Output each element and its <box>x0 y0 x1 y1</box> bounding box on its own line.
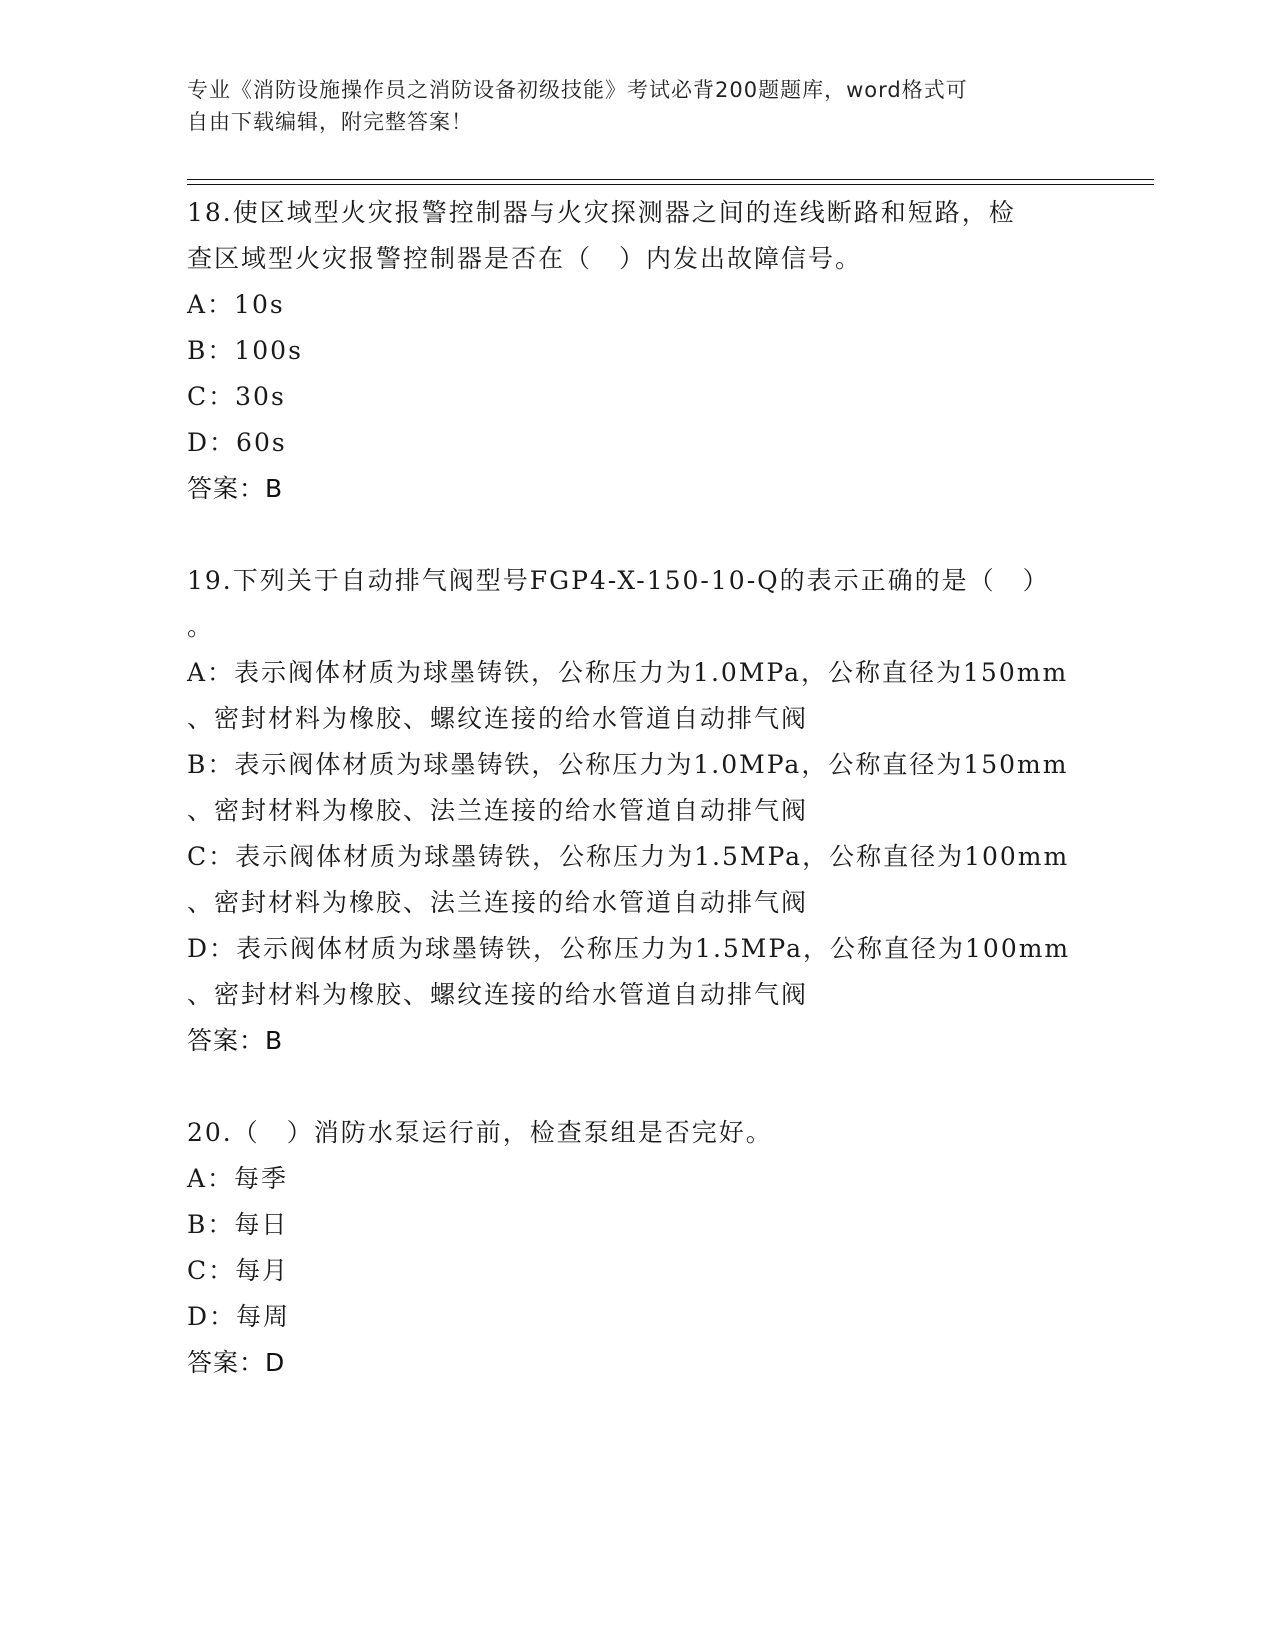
question-18 <box>187 190 1087 512</box>
spacer <box>187 512 1087 558</box>
document-header <box>187 74 1087 138</box>
header-rule-bottom <box>187 184 1154 185</box>
header-line-2: 自由下载编辑，附完整答案！ <box>187 110 473 134</box>
option-c: C：表示阀体材质为球墨铸铁，公称压力为1.5MPa，公称直径为100mm <box>187 842 1070 871</box>
option-d-continued: 、密封材料为橡胶、螺纹连接的给水管道自动排气阀 <box>187 980 809 1009</box>
question-19 <box>187 558 1087 1064</box>
spacer <box>187 1064 1087 1110</box>
question-stem-line: 19.下列关于自动排气阀型号FGP4-X-150-10-Q的表示正确的是（ ） <box>187 566 1050 595</box>
question-stem-line: 18.使区域型火灾报警控制器与火灾探测器之间的连线断路和短路，检 <box>187 198 1016 227</box>
option-b: B：每日 <box>187 1210 289 1239</box>
option-a: A：10s <box>187 290 285 319</box>
option-a: A：每季 <box>187 1164 289 1193</box>
option-d: D：60s <box>187 428 287 457</box>
header-rule-top <box>187 179 1154 180</box>
option-d: D：每周 <box>187 1302 291 1331</box>
option-c: C：30s <box>187 382 286 411</box>
question-20 <box>187 1110 1087 1386</box>
question-list <box>187 190 1087 1386</box>
answer: 答案：D <box>187 1348 286 1377</box>
option-c-continued: 、密封材料为橡胶、法兰连接的给水管道自动排气阀 <box>187 888 809 917</box>
question-stem-line: 20.（ ）消防水泵运行前，检查泵组是否完好。 <box>187 1118 773 1147</box>
option-c: C：每月 <box>187 1256 290 1285</box>
option-a: A：表示阀体材质为球墨铸铁，公称压力为1.0MPa，公称直径为150mm <box>187 658 1069 687</box>
option-b: B：100s <box>187 336 303 365</box>
header-line-1: 专业《消防设施操作员之消防设备初级技能》考试必背200题题库，word格式可 <box>187 78 968 102</box>
question-stem-line: 。 <box>187 612 215 641</box>
option-b: B：表示阀体材质为球墨铸铁，公称压力为1.0MPa，公称直径为150mm <box>187 750 1069 779</box>
option-b-continued: 、密封材料为橡胶、法兰连接的给水管道自动排气阀 <box>187 796 809 825</box>
option-d: D：表示阀体材质为球墨铸铁，公称压力为1.5MPa，公称直径为100mm <box>187 934 1071 963</box>
answer: 答案：B <box>187 1026 284 1055</box>
answer: 答案：B <box>187 474 284 503</box>
question-stem-line: 查区域型火灾报警控制器是否在（ ）内发出故障信号。 <box>187 244 863 273</box>
option-a-continued: 、密封材料为橡胶、螺纹连接的给水管道自动排气阀 <box>187 704 809 733</box>
